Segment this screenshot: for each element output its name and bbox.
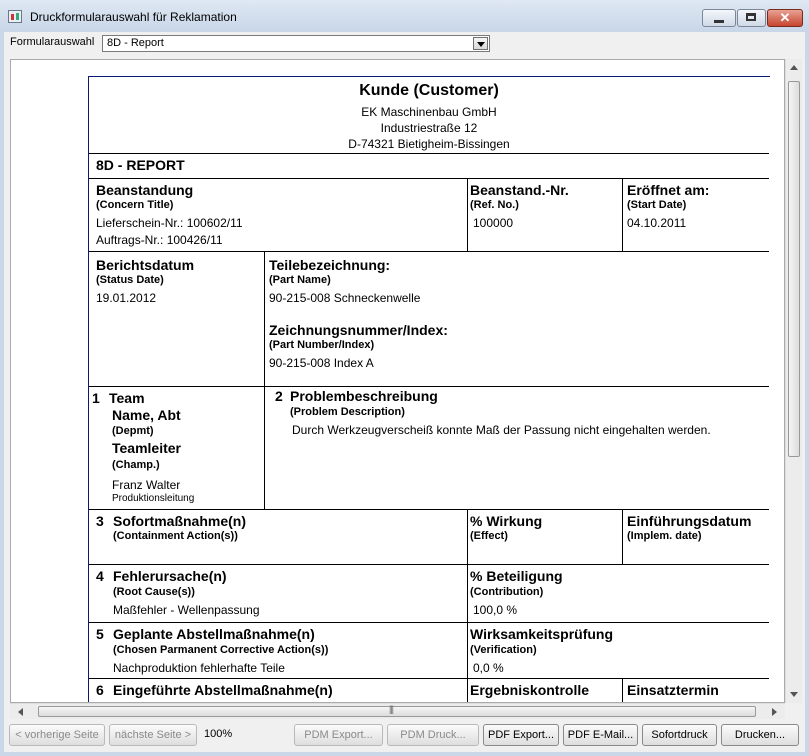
containment-num: 3 [96, 513, 104, 529]
scroll-right-icon[interactable] [772, 708, 777, 716]
vertical-scrollbar[interactable] [785, 59, 802, 703]
chosen-value: Nachproduktion fehlerhafte Teile [113, 661, 285, 675]
refno-value: 100000 [473, 216, 514, 230]
report-app-icon [8, 10, 22, 23]
form-select-label: Formularauswahl [10, 36, 95, 48]
part-heading: Teilebezeichnung: [269, 257, 391, 273]
window-client [4, 32, 805, 752]
report-preview[interactable] [10, 59, 785, 703]
problem-sub: (Problem Description) [290, 406, 405, 418]
root-value: Maßfehler - Wellenpassung [113, 603, 260, 617]
implem-heading: Einführungsdatum [627, 513, 752, 529]
result-heading: Ergebniskontrolle [470, 682, 590, 698]
customer-street: Industriestraße 12 [380, 121, 478, 135]
chosen-heading: Geplante Abstellmaßnahme(n) [113, 626, 315, 642]
contrib-sub: (Contribution) [470, 586, 544, 598]
instant-print-button[interactable]: Sofortdruck [642, 724, 717, 746]
pdf-export-button[interactable]: PDF Export... [483, 724, 559, 746]
form-select-dropdown[interactable] [102, 35, 490, 52]
lead-sub: (Champ.) [112, 459, 160, 471]
contrib-heading: % Beteiligung [470, 568, 563, 584]
root-num: 4 [96, 568, 104, 584]
verif-heading: Wirksamkeitsprüfung [470, 626, 614, 642]
verif-value: 0,0 % [473, 661, 504, 675]
form-select-value: 8D - Report [107, 37, 164, 49]
problem-num: 2 [275, 388, 283, 404]
root-heading: Fehlerursache(n) [113, 568, 227, 584]
lead-heading: Teamleiter [112, 440, 181, 456]
title-bar [0, 0, 809, 32]
minimize-button[interactable] [702, 9, 736, 27]
previous-page-button[interactable]: < vorherige Seite [9, 724, 105, 746]
chosen-num: 5 [96, 626, 104, 642]
close-icon: ✕ [779, 10, 791, 25]
vertical-scroll-thumb[interactable] [788, 81, 800, 457]
status-value: 19.01.2012 [96, 291, 157, 305]
horizontal-scrollbar[interactable] [10, 703, 785, 719]
root-sub: (Root Cause(s)) [113, 586, 195, 598]
maximize-button[interactable] [737, 9, 766, 27]
chosen-sub: (Chosen Parmanent Corrective Action(s)) [113, 644, 329, 656]
start-heading: Eröffnet am: [627, 182, 710, 198]
scroll-left-icon[interactable] [18, 708, 23, 716]
pdf-email-button[interactable]: PDF E-Mail... [563, 724, 638, 746]
report-page [88, 76, 770, 703]
problem-heading: Problembeschreibung [290, 388, 438, 404]
customer-name: EK Maschinenbau GmbH [361, 105, 497, 119]
deploy-heading: Einsatztermin [627, 682, 719, 698]
next-page-button[interactable]: nächste Seite > [109, 724, 197, 746]
problem-text: Durch Werkzeugverscheiß konnte Maß der Passung nicht eingehalten werden. [292, 423, 711, 437]
close-button[interactable] [767, 9, 803, 27]
refno-heading: Beanstand.-Nr. [470, 182, 569, 198]
start-sub: (Start Date) [627, 199, 687, 211]
team-num: 1 [92, 390, 100, 406]
effect-sub: (Effect) [470, 530, 508, 542]
refno-sub: (Ref. No.) [470, 199, 519, 211]
chevron-down-icon[interactable] [473, 37, 488, 50]
effect-heading: % Wirkung [470, 513, 543, 529]
horizontal-scroll-thumb[interactable] [38, 706, 756, 717]
scroll-up-icon[interactable] [790, 65, 798, 70]
drawing-value: 90-215-008 Index A [269, 356, 374, 370]
impl-num: 6 [96, 682, 104, 698]
customer-city: D-74321 Bietigheim-Bissingen [348, 137, 510, 151]
part-value: 90-215-008 Schneckenwelle [269, 291, 421, 305]
status-sub: (Status Date) [96, 274, 164, 286]
status-heading: Berichtsdatum [96, 257, 195, 273]
report-title: 8D - REPORT [96, 157, 185, 173]
containment-heading: Sofortmaßnahme(n) [113, 513, 246, 529]
implem-sub: (Implem. date) [627, 530, 702, 542]
part-sub: (Part Name) [269, 274, 331, 286]
maximize-icon [746, 13, 756, 21]
contrib-value: 100,0 % [473, 603, 518, 617]
drawing-sub: (Part Number/Index) [269, 339, 375, 351]
minimize-icon [714, 20, 724, 23]
dept-heading: Name, Abt [112, 407, 181, 423]
print-button[interactable]: Drucken... [721, 724, 799, 746]
concern-sub: (Concern Title) [96, 199, 174, 211]
verif-sub: (Verification) [470, 644, 537, 656]
lead-dept: Produktionsleitung [112, 493, 195, 504]
window-title: Druckformularauswahl für Reklamation [30, 10, 237, 24]
pdm-print-button[interactable]: PDM Druck... [387, 724, 479, 746]
containment-sub: (Containment Action(s)) [113, 530, 238, 542]
scroll-down-icon[interactable] [790, 692, 798, 697]
drawing-heading: Zeichnungsnummer/Index: [269, 322, 448, 338]
concern-line1: Lieferschein-Nr.: 100602/11 [96, 216, 243, 230]
zoom-level[interactable]: 100% [204, 728, 233, 740]
team-heading: Team [109, 390, 145, 406]
customer-heading: Kunde (Customer) [359, 82, 499, 99]
impl-heading: Eingeführte Abstellmaßnahme(n) [113, 682, 333, 698]
dept-sub: (Depmt) [112, 425, 154, 437]
lead-name: Franz Walter [112, 478, 181, 492]
concern-heading: Beanstandung [96, 182, 194, 198]
start-value: 04.10.2011 [627, 216, 687, 230]
pdm-export-button[interactable]: PDM Export... [294, 724, 383, 746]
concern-line2: Auftrags-Nr.: 100426/11 [96, 233, 223, 247]
